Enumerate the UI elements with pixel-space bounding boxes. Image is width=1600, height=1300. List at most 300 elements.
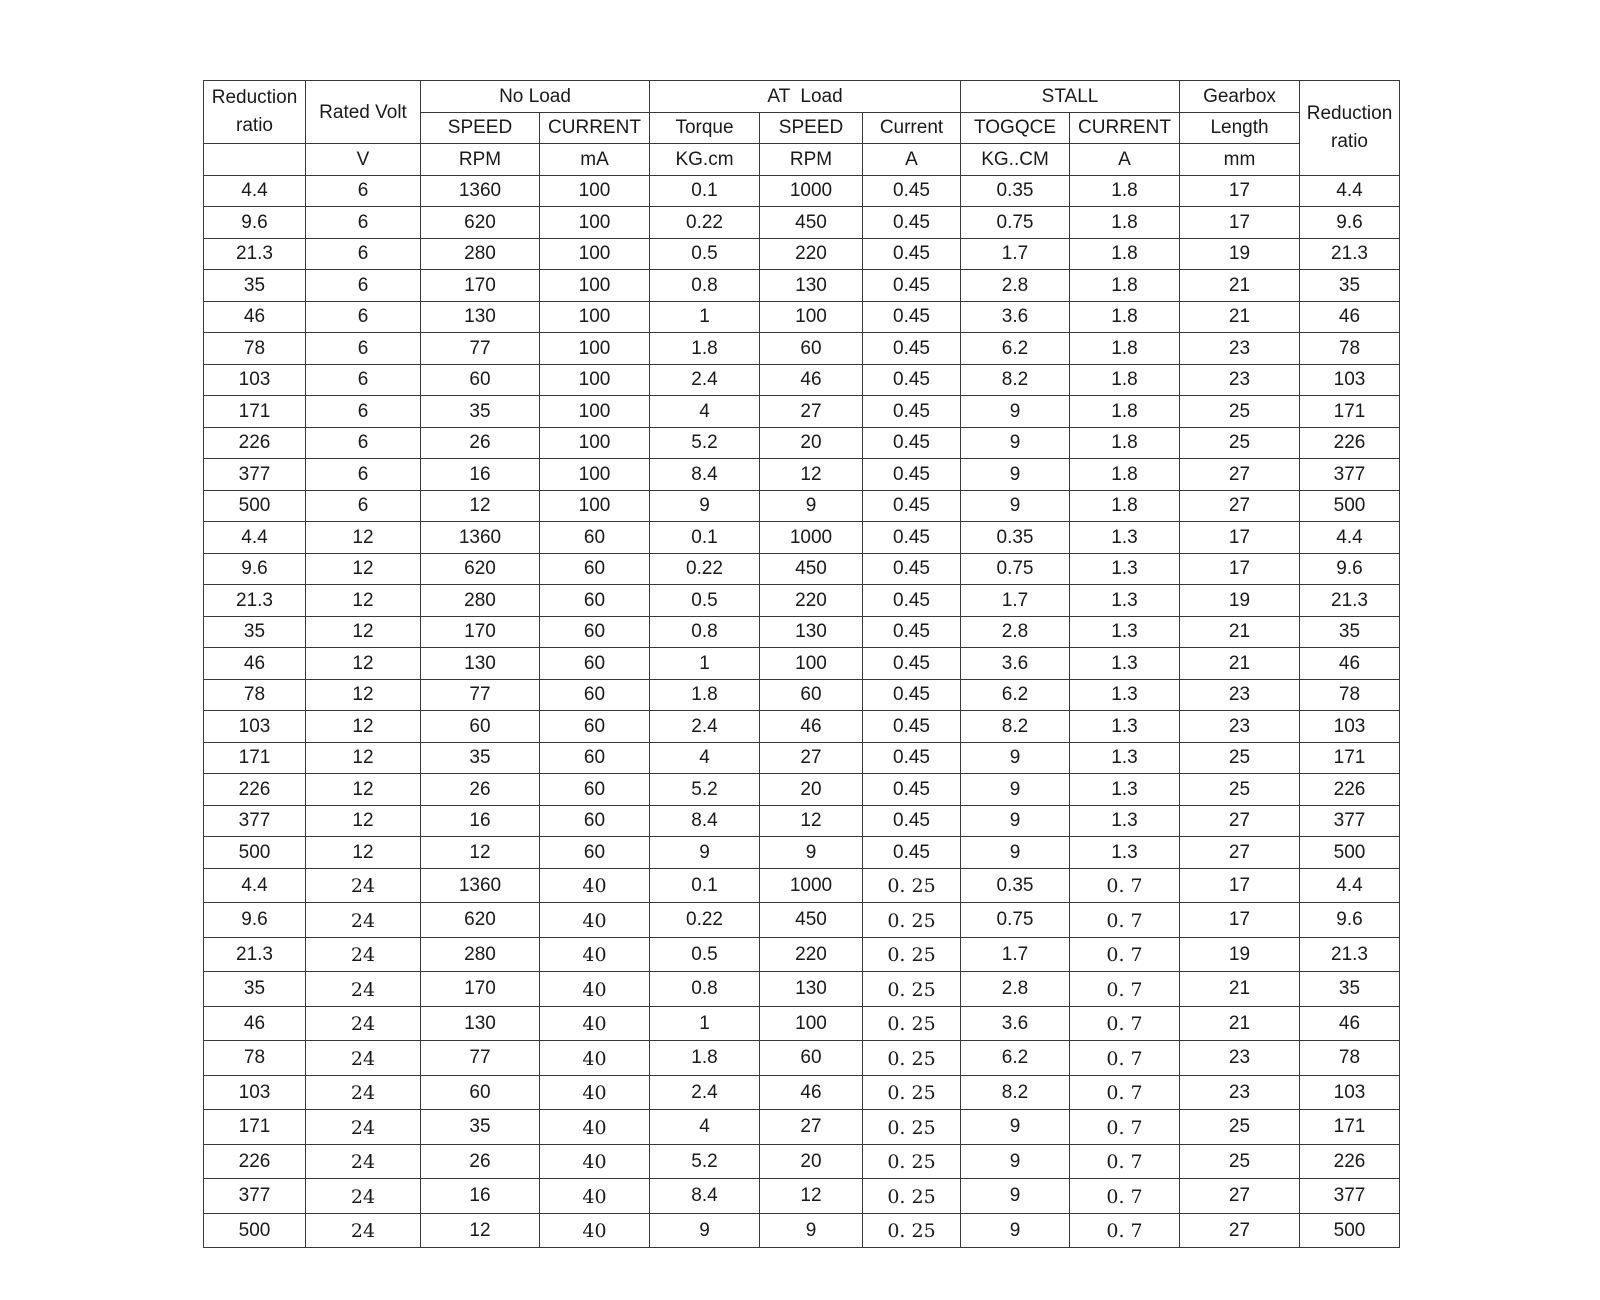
cell-stall-torque-kgcm: 6.2 xyxy=(961,1041,1070,1076)
cell-at-load-torque-kgcm: 0.22 xyxy=(650,207,760,239)
cell-at-load-torque-kgcm: 2.4 xyxy=(650,1075,760,1110)
cell-at-load-current-a: 0.45 xyxy=(863,742,961,774)
cell-no-load-speed-rpm: 1360 xyxy=(421,175,540,207)
cell-at-load-current-a: 0. 25 xyxy=(863,972,961,1007)
cell-stall-torque-kgcm: 9 xyxy=(961,742,1070,774)
cell-gearbox-length-mm: 27 xyxy=(1180,490,1300,522)
cell-reduction-ratio: 35 xyxy=(204,972,306,1007)
cell-stall-current-a: 0. 7 xyxy=(1070,1075,1180,1110)
header-reduction-ratio: Reduction ratio xyxy=(204,81,306,144)
header-gearbox: Gearbox xyxy=(1180,81,1300,113)
cell-at-load-torque-kgcm: 1.8 xyxy=(650,679,760,711)
cell-no-load-speed-rpm: 26 xyxy=(421,427,540,459)
cell-at-load-speed-rpm: 1000 xyxy=(760,868,863,903)
header-unit-rpm-load: RPM xyxy=(760,144,863,176)
table-row xyxy=(204,396,1400,428)
cell-at-load-speed-rpm: 450 xyxy=(760,207,863,239)
cell-at-load-speed-rpm: 9 xyxy=(760,1213,863,1248)
cell-reduction-ratio-right: 103 xyxy=(1300,1075,1400,1110)
cell-stall-torque-kgcm: 0.75 xyxy=(961,207,1070,239)
cell-at-load-torque-kgcm: 2.4 xyxy=(650,364,760,396)
cell-stall-torque-kgcm: 9 xyxy=(961,774,1070,806)
cell-stall-torque-kgcm: 3.6 xyxy=(961,301,1070,333)
cell-at-load-current-a: 0. 25 xyxy=(863,868,961,903)
cell-no-load-current-ma: 60 xyxy=(540,742,650,774)
cell-gearbox-length-mm: 27 xyxy=(1180,805,1300,837)
cell-rated-volt: 12 xyxy=(306,679,421,711)
cell-no-load-speed-rpm: 130 xyxy=(421,648,540,680)
cell-stall-torque-kgcm: 2.8 xyxy=(961,270,1070,302)
cell-at-load-speed-rpm: 27 xyxy=(760,1110,863,1145)
cell-no-load-current-ma: 40 xyxy=(540,1110,650,1145)
cell-gearbox-length-mm: 21 xyxy=(1180,270,1300,302)
cell-no-load-speed-rpm: 35 xyxy=(421,742,540,774)
cell-at-load-current-a: 0.45 xyxy=(863,459,961,491)
cell-no-load-speed-rpm: 620 xyxy=(421,553,540,585)
header-stall-torque: TOGQCE xyxy=(961,112,1070,144)
cell-reduction-ratio: 500 xyxy=(204,837,306,869)
cell-stall-current-a: 1.8 xyxy=(1070,490,1180,522)
cell-stall-current-a: 1.3 xyxy=(1070,711,1180,743)
cell-no-load-current-ma: 60 xyxy=(540,553,650,585)
cell-no-load-current-ma: 100 xyxy=(540,333,650,365)
cell-at-load-speed-rpm: 9 xyxy=(760,837,863,869)
cell-stall-torque-kgcm: 9 xyxy=(961,805,1070,837)
cell-no-load-current-ma: 40 xyxy=(540,1006,650,1041)
cell-reduction-ratio: 46 xyxy=(204,648,306,680)
cell-rated-volt: 12 xyxy=(306,837,421,869)
cell-reduction-ratio-right: 377 xyxy=(1300,805,1400,837)
cell-gearbox-length-mm: 17 xyxy=(1180,207,1300,239)
cell-at-load-torque-kgcm: 0.5 xyxy=(650,585,760,617)
cell-gearbox-length-mm: 25 xyxy=(1180,1110,1300,1145)
cell-no-load-current-ma: 100 xyxy=(540,427,650,459)
cell-no-load-current-ma: 60 xyxy=(540,774,650,806)
cell-at-load-torque-kgcm: 0.8 xyxy=(650,616,760,648)
motor-spec-table xyxy=(203,80,1400,1248)
cell-reduction-ratio: 4.4 xyxy=(204,522,306,554)
cell-stall-torque-kgcm: 8.2 xyxy=(961,1075,1070,1110)
cell-gearbox-length-mm: 25 xyxy=(1180,427,1300,459)
cell-no-load-speed-rpm: 60 xyxy=(421,711,540,743)
cell-rated-volt: 12 xyxy=(306,774,421,806)
cell-reduction-ratio-right: 9.6 xyxy=(1300,903,1400,938)
cell-reduction-ratio-right: 500 xyxy=(1300,837,1400,869)
cell-rated-volt: 12 xyxy=(306,522,421,554)
cell-no-load-speed-rpm: 12 xyxy=(421,837,540,869)
cell-no-load-current-ma: 100 xyxy=(540,364,650,396)
cell-no-load-speed-rpm: 26 xyxy=(421,1144,540,1179)
cell-reduction-ratio-right: 377 xyxy=(1300,459,1400,491)
header-stall: STALL xyxy=(961,81,1180,113)
cell-reduction-ratio: 377 xyxy=(204,459,306,491)
cell-at-load-current-a: 0.45 xyxy=(863,679,961,711)
header-unit-blank xyxy=(204,144,306,176)
cell-reduction-ratio: 46 xyxy=(204,1006,306,1041)
cell-at-load-speed-rpm: 46 xyxy=(760,364,863,396)
cell-at-load-torque-kgcm: 0.5 xyxy=(650,937,760,972)
cell-no-load-current-ma: 100 xyxy=(540,270,650,302)
cell-rated-volt: 12 xyxy=(306,585,421,617)
cell-at-load-current-a: 0.45 xyxy=(863,774,961,806)
table-row xyxy=(204,301,1400,333)
cell-stall-torque-kgcm: 6.2 xyxy=(961,333,1070,365)
cell-stall-current-a: 1.3 xyxy=(1070,648,1180,680)
cell-gearbox-length-mm: 21 xyxy=(1180,972,1300,1007)
cell-reduction-ratio-right: 4.4 xyxy=(1300,522,1400,554)
cell-no-load-speed-rpm: 16 xyxy=(421,805,540,837)
cell-at-load-torque-kgcm: 9 xyxy=(650,490,760,522)
cell-at-load-current-a: 0.45 xyxy=(863,270,961,302)
table-row xyxy=(204,364,1400,396)
cell-at-load-speed-rpm: 12 xyxy=(760,805,863,837)
cell-stall-torque-kgcm: 9 xyxy=(961,837,1070,869)
cell-stall-current-a: 0. 7 xyxy=(1070,1213,1180,1248)
cell-rated-volt: 24 xyxy=(306,903,421,938)
cell-reduction-ratio: 78 xyxy=(204,679,306,711)
cell-at-load-torque-kgcm: 5.2 xyxy=(650,774,760,806)
table-row xyxy=(204,333,1400,365)
cell-no-load-speed-rpm: 1360 xyxy=(421,868,540,903)
table-row xyxy=(204,972,1400,1007)
cell-at-load-speed-rpm: 130 xyxy=(760,616,863,648)
cell-reduction-ratio-right: 21.3 xyxy=(1300,585,1400,617)
cell-stall-current-a: 1.3 xyxy=(1070,774,1180,806)
table-row xyxy=(204,711,1400,743)
cell-at-load-speed-rpm: 130 xyxy=(760,270,863,302)
cell-gearbox-length-mm: 27 xyxy=(1180,1179,1300,1214)
cell-no-load-current-ma: 40 xyxy=(540,937,650,972)
table-row xyxy=(204,837,1400,869)
cell-reduction-ratio-right: 9.6 xyxy=(1300,553,1400,585)
header-row-units xyxy=(204,144,1400,176)
cell-rated-volt: 24 xyxy=(306,1213,421,1248)
cell-stall-torque-kgcm: 3.6 xyxy=(961,1006,1070,1041)
table-row xyxy=(204,1006,1400,1041)
table-row xyxy=(204,427,1400,459)
cell-stall-current-a: 1.8 xyxy=(1070,207,1180,239)
cell-stall-torque-kgcm: 1.7 xyxy=(961,585,1070,617)
cell-rated-volt: 6 xyxy=(306,301,421,333)
cell-stall-torque-kgcm: 8.2 xyxy=(961,364,1070,396)
header-unit-kgcm-stall: KG..CM xyxy=(961,144,1070,176)
table-row xyxy=(204,459,1400,491)
cell-reduction-ratio-right: 35 xyxy=(1300,616,1400,648)
cell-no-load-speed-rpm: 1360 xyxy=(421,522,540,554)
cell-reduction-ratio: 35 xyxy=(204,616,306,648)
cell-at-load-current-a: 0.45 xyxy=(863,648,961,680)
cell-no-load-speed-rpm: 130 xyxy=(421,1006,540,1041)
cell-stall-current-a: 0. 7 xyxy=(1070,1179,1180,1214)
cell-stall-current-a: 1.8 xyxy=(1070,427,1180,459)
header-at-load-speed: SPEED xyxy=(760,112,863,144)
cell-at-load-speed-rpm: 27 xyxy=(760,742,863,774)
cell-at-load-current-a: 0.45 xyxy=(863,301,961,333)
cell-reduction-ratio-right: 500 xyxy=(1300,490,1400,522)
cell-gearbox-length-mm: 23 xyxy=(1180,679,1300,711)
cell-stall-torque-kgcm: 0.35 xyxy=(961,522,1070,554)
cell-no-load-speed-rpm: 620 xyxy=(421,903,540,938)
table-row xyxy=(204,553,1400,585)
cell-stall-torque-kgcm: 6.2 xyxy=(961,679,1070,711)
cell-reduction-ratio: 9.6 xyxy=(204,553,306,585)
cell-at-load-torque-kgcm: 0.1 xyxy=(650,175,760,207)
cell-stall-torque-kgcm: 9 xyxy=(961,490,1070,522)
header-no-load-current: CURRENT xyxy=(540,112,650,144)
cell-rated-volt: 24 xyxy=(306,937,421,972)
cell-no-load-current-ma: 60 xyxy=(540,679,650,711)
cell-no-load-speed-rpm: 170 xyxy=(421,616,540,648)
cell-at-load-torque-kgcm: 9 xyxy=(650,837,760,869)
cell-at-load-current-a: 0.45 xyxy=(863,175,961,207)
cell-stall-torque-kgcm: 2.8 xyxy=(961,616,1070,648)
cell-no-load-current-ma: 60 xyxy=(540,616,650,648)
cell-reduction-ratio: 21.3 xyxy=(204,238,306,270)
cell-reduction-ratio-right: 171 xyxy=(1300,742,1400,774)
cell-gearbox-length-mm: 21 xyxy=(1180,616,1300,648)
cell-rated-volt: 6 xyxy=(306,333,421,365)
cell-stall-current-a: 1.3 xyxy=(1070,805,1180,837)
cell-stall-torque-kgcm: 0.35 xyxy=(961,868,1070,903)
cell-stall-current-a: 0. 7 xyxy=(1070,972,1180,1007)
table-row xyxy=(204,648,1400,680)
cell-reduction-ratio: 226 xyxy=(204,1144,306,1179)
cell-no-load-current-ma: 40 xyxy=(540,1041,650,1076)
cell-no-load-speed-rpm: 26 xyxy=(421,774,540,806)
cell-no-load-speed-rpm: 60 xyxy=(421,1075,540,1110)
cell-gearbox-length-mm: 17 xyxy=(1180,903,1300,938)
cell-stall-torque-kgcm: 1.7 xyxy=(961,238,1070,270)
cell-stall-current-a: 1.8 xyxy=(1070,333,1180,365)
cell-no-load-speed-rpm: 35 xyxy=(421,396,540,428)
cell-stall-current-a: 1.8 xyxy=(1070,270,1180,302)
table-row xyxy=(204,774,1400,806)
cell-rated-volt: 6 xyxy=(306,207,421,239)
cell-at-load-current-a: 0. 25 xyxy=(863,1006,961,1041)
cell-at-load-current-a: 0. 25 xyxy=(863,937,961,972)
cell-gearbox-length-mm: 19 xyxy=(1180,238,1300,270)
cell-reduction-ratio-right: 78 xyxy=(1300,333,1400,365)
header-row-groups xyxy=(204,81,1400,113)
table-body xyxy=(204,175,1400,1248)
cell-reduction-ratio: 377 xyxy=(204,1179,306,1214)
table-row xyxy=(204,616,1400,648)
table-row xyxy=(204,868,1400,903)
cell-rated-volt: 12 xyxy=(306,553,421,585)
cell-stall-current-a: 0. 7 xyxy=(1070,868,1180,903)
cell-no-load-current-ma: 100 xyxy=(540,207,650,239)
cell-gearbox-length-mm: 19 xyxy=(1180,585,1300,617)
cell-at-load-torque-kgcm: 5.2 xyxy=(650,427,760,459)
cell-stall-torque-kgcm: 9 xyxy=(961,1179,1070,1214)
cell-stall-current-a: 1.3 xyxy=(1070,837,1180,869)
table-row xyxy=(204,1041,1400,1076)
cell-gearbox-length-mm: 25 xyxy=(1180,742,1300,774)
cell-stall-current-a: 1.8 xyxy=(1070,396,1180,428)
cell-no-load-current-ma: 40 xyxy=(540,1179,650,1214)
cell-at-load-speed-rpm: 60 xyxy=(760,333,863,365)
cell-at-load-current-a: 0. 25 xyxy=(863,1179,961,1214)
cell-at-load-current-a: 0.45 xyxy=(863,333,961,365)
cell-no-load-current-ma: 40 xyxy=(540,868,650,903)
cell-no-load-current-ma: 100 xyxy=(540,175,650,207)
cell-at-load-current-a: 0. 25 xyxy=(863,1144,961,1179)
cell-no-load-speed-rpm: 16 xyxy=(421,459,540,491)
cell-no-load-current-ma: 100 xyxy=(540,459,650,491)
cell-reduction-ratio-right: 21.3 xyxy=(1300,937,1400,972)
cell-gearbox-length-mm: 27 xyxy=(1180,837,1300,869)
table-row xyxy=(204,1179,1400,1214)
cell-gearbox-length-mm: 21 xyxy=(1180,301,1300,333)
cell-reduction-ratio: 171 xyxy=(204,1110,306,1145)
header-stall-current: CURRENT xyxy=(1070,112,1180,144)
table-row xyxy=(204,1075,1400,1110)
cell-reduction-ratio: 103 xyxy=(204,711,306,743)
cell-reduction-ratio: 500 xyxy=(204,490,306,522)
cell-at-load-current-a: 0.45 xyxy=(863,427,961,459)
header-no-load: No Load xyxy=(421,81,650,113)
cell-reduction-ratio-right: 46 xyxy=(1300,301,1400,333)
cell-reduction-ratio-right: 226 xyxy=(1300,774,1400,806)
header-at-load-current: Current xyxy=(863,112,961,144)
cell-at-load-torque-kgcm: 5.2 xyxy=(650,1144,760,1179)
cell-stall-current-a: 0. 7 xyxy=(1070,903,1180,938)
cell-at-load-torque-kgcm: 8.4 xyxy=(650,805,760,837)
cell-rated-volt: 24 xyxy=(306,1179,421,1214)
cell-stall-current-a: 1.8 xyxy=(1070,238,1180,270)
cell-stall-torque-kgcm: 9 xyxy=(961,459,1070,491)
cell-at-load-torque-kgcm: 0.22 xyxy=(650,553,760,585)
header-unit-rpm: RPM xyxy=(421,144,540,176)
cell-rated-volt: 6 xyxy=(306,459,421,491)
cell-reduction-ratio-right: 103 xyxy=(1300,711,1400,743)
cell-no-load-current-ma: 40 xyxy=(540,1144,650,1179)
cell-reduction-ratio-right: 78 xyxy=(1300,679,1400,711)
cell-gearbox-length-mm: 27 xyxy=(1180,1213,1300,1248)
cell-at-load-torque-kgcm: 0.8 xyxy=(650,972,760,1007)
cell-at-load-current-a: 0.45 xyxy=(863,711,961,743)
table-row xyxy=(204,522,1400,554)
cell-reduction-ratio: 4.4 xyxy=(204,175,306,207)
cell-reduction-ratio: 46 xyxy=(204,301,306,333)
cell-at-load-current-a: 0.45 xyxy=(863,207,961,239)
table-row xyxy=(204,742,1400,774)
cell-stall-torque-kgcm: 0.35 xyxy=(961,175,1070,207)
cell-no-load-current-ma: 40 xyxy=(540,972,650,1007)
cell-stall-torque-kgcm: 0.75 xyxy=(961,903,1070,938)
cell-reduction-ratio-right: 35 xyxy=(1300,972,1400,1007)
cell-no-load-current-ma: 60 xyxy=(540,585,650,617)
cell-gearbox-length-mm: 23 xyxy=(1180,711,1300,743)
table-row xyxy=(204,238,1400,270)
cell-stall-current-a: 1.8 xyxy=(1070,364,1180,396)
cell-no-load-speed-rpm: 170 xyxy=(421,972,540,1007)
cell-at-load-speed-rpm: 12 xyxy=(760,459,863,491)
cell-at-load-speed-rpm: 60 xyxy=(760,679,863,711)
table-row xyxy=(204,1110,1400,1145)
cell-at-load-speed-rpm: 9 xyxy=(760,490,863,522)
cell-gearbox-length-mm: 25 xyxy=(1180,1144,1300,1179)
cell-reduction-ratio-right: 103 xyxy=(1300,364,1400,396)
cell-at-load-current-a: 0.45 xyxy=(863,553,961,585)
table-row xyxy=(204,270,1400,302)
header-no-load-speed: SPEED xyxy=(421,112,540,144)
cell-at-load-speed-rpm: 27 xyxy=(760,396,863,428)
cell-at-load-torque-kgcm: 0.8 xyxy=(650,270,760,302)
cell-at-load-torque-kgcm: 4 xyxy=(650,396,760,428)
cell-at-load-torque-kgcm: 1 xyxy=(650,1006,760,1041)
cell-gearbox-length-mm: 17 xyxy=(1180,553,1300,585)
cell-reduction-ratio-right: 46 xyxy=(1300,648,1400,680)
cell-rated-volt: 12 xyxy=(306,805,421,837)
cell-gearbox-length-mm: 25 xyxy=(1180,396,1300,428)
cell-stall-torque-kgcm: 9 xyxy=(961,396,1070,428)
cell-at-load-speed-rpm: 1000 xyxy=(760,522,863,554)
table-row xyxy=(204,679,1400,711)
cell-reduction-ratio: 9.6 xyxy=(204,903,306,938)
cell-no-load-current-ma: 100 xyxy=(540,396,650,428)
cell-at-load-speed-rpm: 100 xyxy=(760,648,863,680)
cell-at-load-torque-kgcm: 1 xyxy=(650,648,760,680)
cell-reduction-ratio-right: 46 xyxy=(1300,1006,1400,1041)
cell-at-load-current-a: 0. 25 xyxy=(863,1041,961,1076)
cell-at-load-speed-rpm: 450 xyxy=(760,553,863,585)
cell-stall-current-a: 1.8 xyxy=(1070,301,1180,333)
cell-at-load-speed-rpm: 450 xyxy=(760,903,863,938)
cell-rated-volt: 24 xyxy=(306,1144,421,1179)
cell-gearbox-length-mm: 23 xyxy=(1180,364,1300,396)
cell-gearbox-length-mm: 21 xyxy=(1180,1006,1300,1041)
cell-no-load-current-ma: 40 xyxy=(540,1075,650,1110)
cell-gearbox-length-mm: 23 xyxy=(1180,1041,1300,1076)
cell-stall-current-a: 1.3 xyxy=(1070,553,1180,585)
cell-no-load-speed-rpm: 16 xyxy=(421,1179,540,1214)
cell-at-load-speed-rpm: 220 xyxy=(760,238,863,270)
cell-reduction-ratio: 78 xyxy=(204,333,306,365)
cell-at-load-current-a: 0.45 xyxy=(863,396,961,428)
cell-rated-volt: 24 xyxy=(306,1041,421,1076)
cell-at-load-torque-kgcm: 1.8 xyxy=(650,1041,760,1076)
cell-at-load-current-a: 0. 25 xyxy=(863,1075,961,1110)
cell-at-load-current-a: 0. 25 xyxy=(863,1110,961,1145)
cell-no-load-current-ma: 60 xyxy=(540,805,650,837)
cell-rated-volt: 6 xyxy=(306,270,421,302)
cell-at-load-torque-kgcm: 1 xyxy=(650,301,760,333)
cell-gearbox-length-mm: 17 xyxy=(1180,175,1300,207)
cell-at-load-current-a: 0.45 xyxy=(863,585,961,617)
cell-reduction-ratio: 103 xyxy=(204,1075,306,1110)
cell-gearbox-length-mm: 19 xyxy=(1180,937,1300,972)
table-row xyxy=(204,490,1400,522)
cell-at-load-speed-rpm: 20 xyxy=(760,1144,863,1179)
cell-reduction-ratio: 171 xyxy=(204,396,306,428)
cell-stall-torque-kgcm: 9 xyxy=(961,1144,1070,1179)
cell-gearbox-length-mm: 27 xyxy=(1180,459,1300,491)
cell-no-load-current-ma: 60 xyxy=(540,711,650,743)
cell-reduction-ratio: 226 xyxy=(204,774,306,806)
cell-stall-torque-kgcm: 3.6 xyxy=(961,648,1070,680)
cell-at-load-speed-rpm: 46 xyxy=(760,1075,863,1110)
cell-rated-volt: 24 xyxy=(306,1110,421,1145)
table-row xyxy=(204,175,1400,207)
cell-no-load-speed-rpm: 620 xyxy=(421,207,540,239)
cell-no-load-speed-rpm: 280 xyxy=(421,238,540,270)
cell-at-load-current-a: 0.45 xyxy=(863,616,961,648)
cell-stall-current-a: 1.3 xyxy=(1070,679,1180,711)
cell-no-load-speed-rpm: 130 xyxy=(421,301,540,333)
table-row xyxy=(204,937,1400,972)
cell-at-load-speed-rpm: 220 xyxy=(760,937,863,972)
